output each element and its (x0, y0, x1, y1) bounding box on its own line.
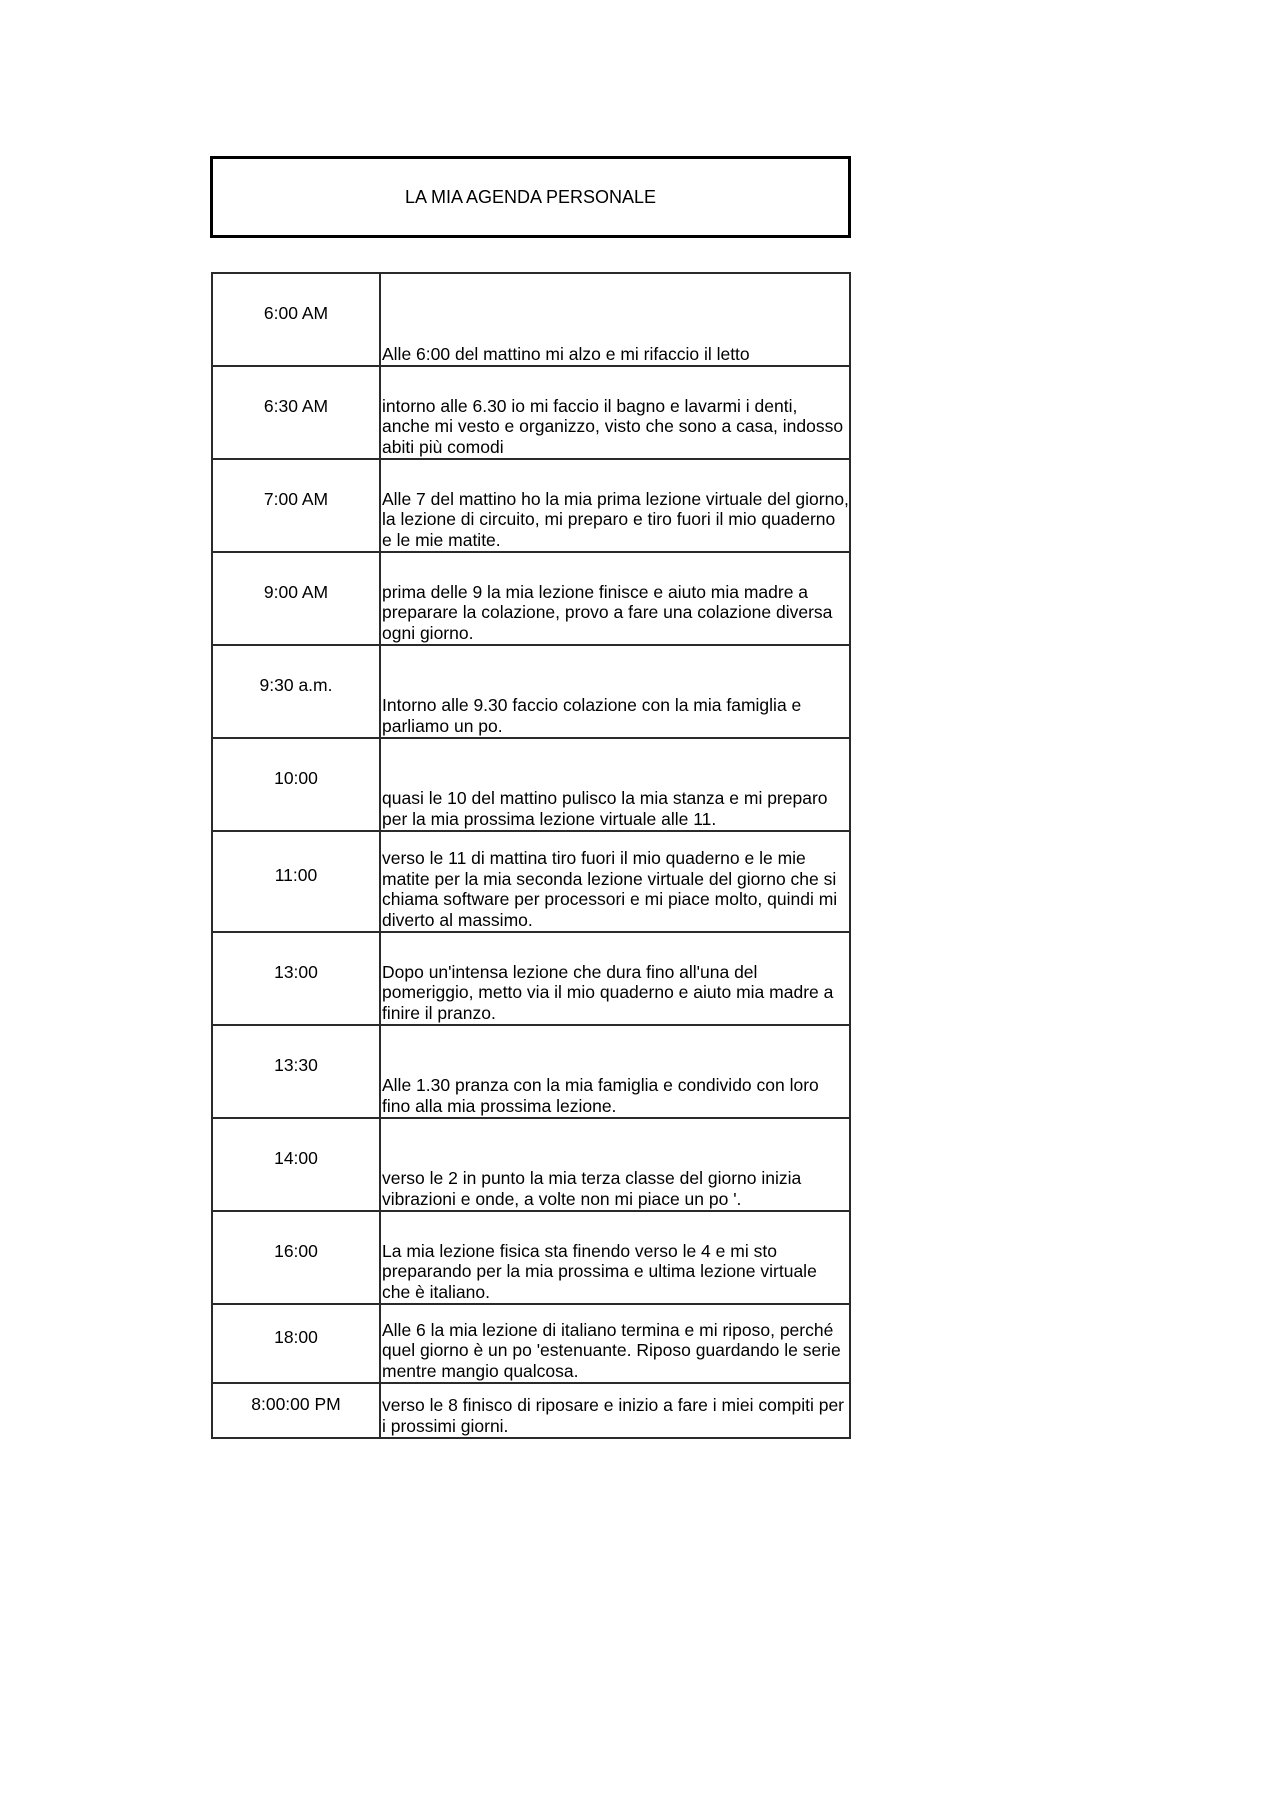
time-cell (212, 459, 380, 552)
table-row (212, 645, 850, 738)
time-label: 9:30 a.m. (259, 675, 333, 696)
activity-cell: prima delle 9 la mia lezione finisce e aiuto mia madre a preparare la colazione, provo a fare una colazione diversa ogni giorno. (380, 552, 850, 645)
time-cell (212, 1025, 380, 1118)
table-row (212, 738, 850, 831)
time-cell (212, 1211, 380, 1304)
time-label: 16:00 (274, 1241, 318, 1262)
time-cell (212, 831, 380, 932)
activity-cell: quasi le 10 del mattino pulisco la mia stanza e mi preparo per la mia prossima lezione virtuale alle 11. (380, 738, 850, 831)
activity-cell: intorno alle 6.30 io mi faccio il bagno e lavarmi i denti, anche mi vesto e organizzo, visto che sono a casa, indosso abiti più comodi (380, 366, 850, 459)
time-label: 7:00 AM (263, 489, 329, 510)
time-label: 9:00 AM (263, 582, 329, 603)
activity-cell: verso le 8 finisco di riposare e inizio a fare i miei compiti per i prossimi giorni. (380, 1383, 850, 1438)
activity-cell: verso le 11 di mattina tiro fuori il mio quaderno e le mie matite per la mia seconda lezione virtuale del giorno che si chiama software per processori e mi piace molto, quindi mi diverto al massimo. (380, 831, 850, 932)
table-row (212, 1211, 850, 1304)
table-row (212, 1304, 850, 1383)
time-cell (212, 1118, 380, 1211)
activity-cell: La mia lezione fisica sta finendo verso le 4 e mi sto preparando per la mia prossima e ultima lezione virtuale che è italiano. (380, 1211, 850, 1304)
time-cell (212, 552, 380, 645)
activity-cell: Alle 6 la mia lezione di italiano termina e mi riposo, perché quel giorno è un po 'estenuante. Riposo guardando le serie mentre mangio qualcosa. (380, 1304, 850, 1383)
time-cell (212, 1383, 380, 1438)
page-title: LA MIA AGENDA PERSONALE (404, 187, 657, 207)
time-label: 8:00:00 PM (251, 1394, 341, 1415)
activity-cell: Intorno alle 9.30 faccio colazione con la mia famiglia e parliamo un po. (380, 645, 850, 738)
activity-cell: Alle 7 del mattino ho la mia prima lezione virtuale del giorno, la lezione di circuito, mi preparo e tiro fuori il mio quaderno e le mie matite. (380, 459, 850, 552)
time-cell (212, 273, 380, 366)
agenda-table (211, 272, 851, 1439)
table-row (212, 1025, 850, 1118)
time-label: 18:00 (274, 1327, 318, 1348)
time-cell (212, 366, 380, 459)
time-label: 13:00 (274, 962, 318, 983)
time-label: 13:30 (274, 1055, 318, 1076)
time-cell (212, 645, 380, 738)
table-row (212, 366, 850, 459)
table-row (212, 1118, 850, 1211)
table-row (212, 273, 850, 366)
time-label: 11:00 (274, 865, 318, 886)
activity-cell: Dopo un'intensa lezione che dura fino all'una del pomeriggio, metto via il mio quaderno e aiuto mia madre a finire il pranzo. (380, 932, 850, 1025)
time-cell (212, 738, 380, 831)
activity-cell: Alle 6:00 del mattino mi alzo e mi rifaccio il letto (380, 273, 850, 366)
table-row (212, 459, 850, 552)
time-cell (212, 1304, 380, 1383)
activity-cell: Alle 1.30 pranza con la mia famiglia e condivido con loro fino alla mia prossima lezione. (380, 1025, 850, 1118)
activity-cell: verso le 2 in punto la mia terza classe del giorno inizia vibrazioni e onde, a volte non mi piace un po '. (380, 1118, 850, 1211)
time-cell (212, 932, 380, 1025)
time-label: 14:00 (274, 1148, 318, 1169)
table-row (212, 552, 850, 645)
table-row (212, 932, 850, 1025)
agenda-title-box (210, 156, 851, 238)
time-label: 6:30 AM (263, 396, 329, 417)
time-label: 10:00 (274, 768, 318, 789)
table-row (212, 1383, 850, 1438)
time-label: 6:00 AM (263, 303, 329, 324)
table-row (212, 831, 850, 932)
